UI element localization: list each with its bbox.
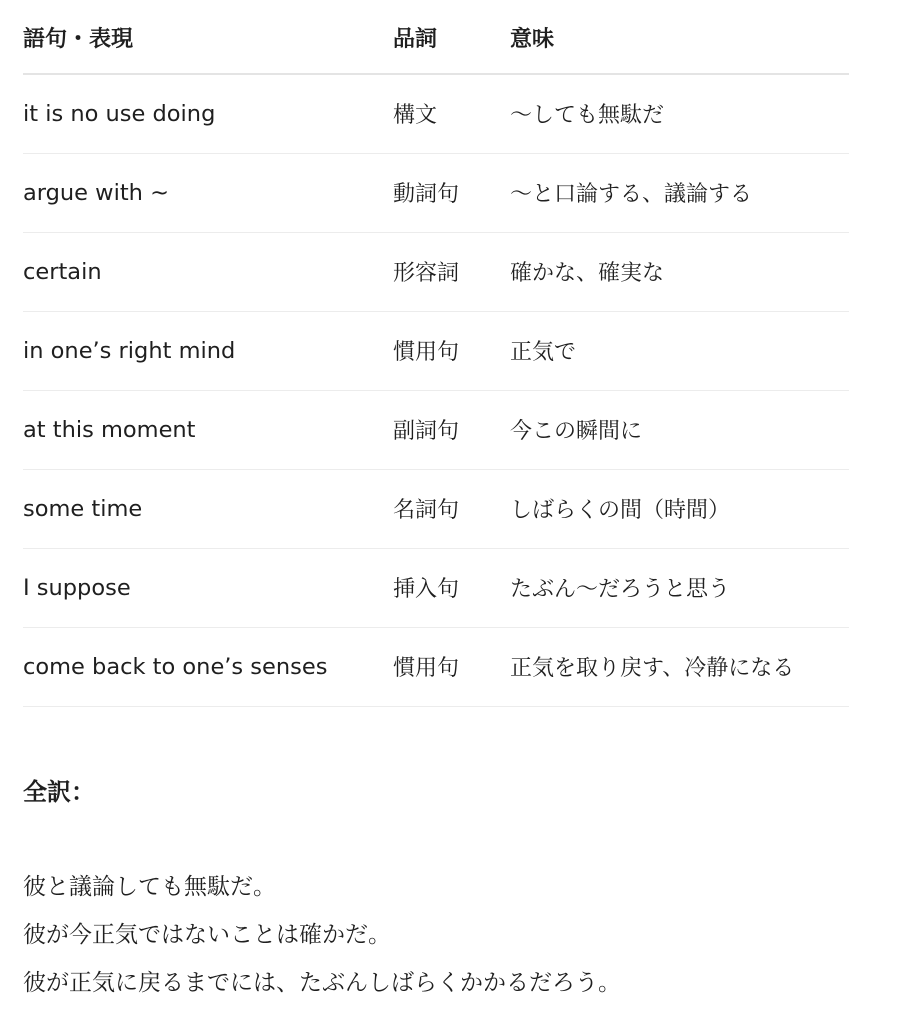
term-cell: come back to one’s senses bbox=[23, 627, 393, 706]
term-cell: it is no use doing bbox=[23, 74, 393, 153]
column-header-meaning: 意味 bbox=[510, 0, 849, 74]
meaning-cell: 今この瞬間に bbox=[510, 390, 849, 469]
term-cell: certain bbox=[23, 232, 393, 311]
table-row bbox=[23, 390, 849, 469]
column-header-term: 語句・表現 bbox=[23, 0, 393, 74]
part-of-speech-cell: 構文 bbox=[393, 74, 510, 153]
meaning-cell: 正気で bbox=[510, 311, 849, 390]
table-row bbox=[23, 469, 849, 548]
meaning-cell: 正気を取り戻す、冷静になる bbox=[510, 627, 849, 706]
term-cell: some time bbox=[23, 469, 393, 548]
table-row bbox=[23, 153, 849, 232]
part-of-speech-cell: 動詞句 bbox=[393, 153, 510, 232]
meaning-cell: しばらくの間（時間） bbox=[510, 469, 849, 548]
table-row bbox=[23, 548, 849, 627]
part-of-speech-cell: 名詞句 bbox=[393, 469, 510, 548]
vocabulary-table bbox=[23, 0, 849, 707]
meaning-cell: 〜と口論する、議論する bbox=[510, 153, 849, 232]
translation-lines bbox=[23, 867, 621, 1011]
translation-heading: 全訳： bbox=[23, 778, 95, 806]
part-of-speech-cell: 慣用句 bbox=[393, 311, 510, 390]
table-row bbox=[23, 74, 849, 153]
translation-line: 彼が正気に戻るまでには、たぶんしばらくかかるだろう。 bbox=[23, 970, 621, 996]
translation-line: 彼と議論しても無駄だ。 bbox=[23, 874, 276, 900]
table-row bbox=[23, 232, 849, 311]
part-of-speech-cell: 慣用句 bbox=[393, 627, 510, 706]
term-cell: at this moment bbox=[23, 390, 393, 469]
meaning-cell: 確かな、確実な bbox=[510, 232, 849, 311]
term-cell: I suppose bbox=[23, 548, 393, 627]
term-cell: in one’s right mind bbox=[23, 311, 393, 390]
table-header-row bbox=[23, 0, 849, 74]
meaning-cell: 〜しても無駄だ bbox=[510, 74, 849, 153]
table-body bbox=[23, 74, 849, 706]
table-row bbox=[23, 627, 849, 706]
part-of-speech-cell: 挿入句 bbox=[393, 548, 510, 627]
column-header-part-of-speech: 品詞 bbox=[393, 0, 510, 74]
meaning-cell: たぶん〜だろうと思う bbox=[510, 548, 849, 627]
table-row bbox=[23, 311, 849, 390]
part-of-speech-cell: 形容詞 bbox=[393, 232, 510, 311]
part-of-speech-cell: 副詞句 bbox=[393, 390, 510, 469]
table-header bbox=[23, 0, 849, 74]
translation-line: 彼が今正気ではないことは確かだ。 bbox=[23, 922, 391, 948]
term-cell: argue with ~ bbox=[23, 153, 393, 232]
